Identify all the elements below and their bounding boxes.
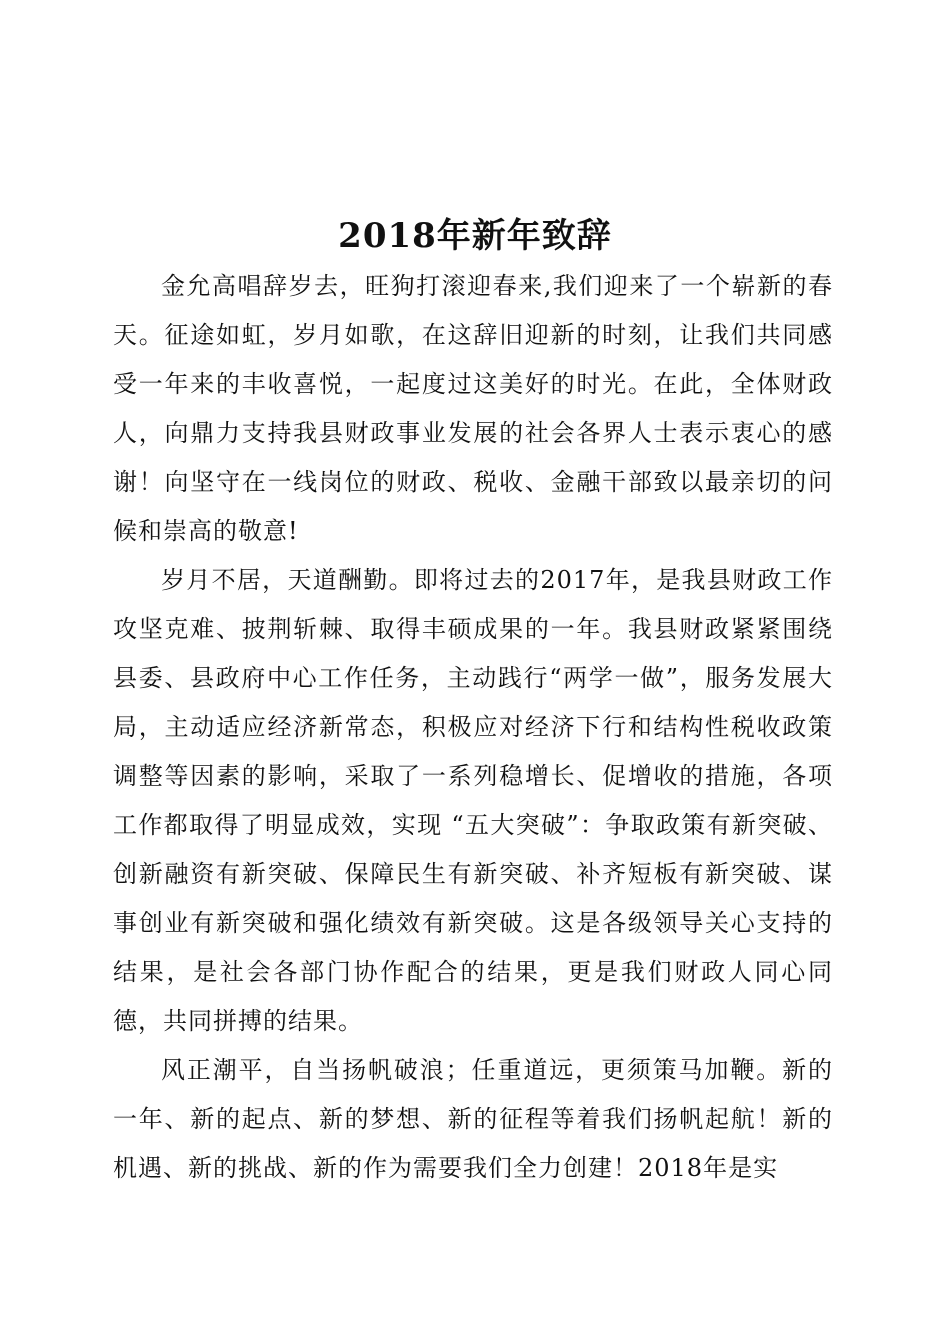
- paragraph-2: 岁月不居，天道酬勤。即将过去的2017年，是我县财政工作攻坚克难、披荆斩棘、取得丰硕成果的一年。我县财政紧紧围绕县委、县政府中心工作任务，主动践行“两学一做”，服务发展大局，主动适应经济新常态，积极应对经济下行和结构性税收政策调整等因素的影响，采取了一系列稳增长、促增收的措施，各项工作都取得了明显成效，实现 “五大突破”：争取政策有新突破、创新融资有新突破、保障民生有新突破、补齐短板有新突破、谋事创业有新突破和强化绩效有新突破。这是各级领导关心支持的结果，是社会各部门协作配合的结果，更是我们财政人同心同德，共同拼搏的结果。: [113, 566, 833, 1035]
- document-body: [113, 262, 833, 1193]
- paragraph-1: 金允高唱辞岁去，旺狗打滚迎春来,我们迎来了一个崭新的春天。征途如虹，岁月如歌，在这辞旧迎新的时刻，让我们共同感受一年来的丰收喜悦，一起度过这美好的时光。在此，全体财政人，向鼎力支持我县财政事业发展的社会各界人士表示衷心的感谢！向坚守在一线岗位的财政、税收、金融干部致以最亲切的问候和崇高的敬意!: [113, 272, 833, 545]
- document-title: 2018年新年致辞: [338, 215, 612, 256]
- paragraph-3: 风正潮平，自当扬帆破浪；任重道远，更须策马加鞭。新的一年、新的起点、新的梦想、新的征程等着我们扬帆起航！新的机遇、新的挑战、新的作为需要我们全力创建！2018年是实: [113, 1056, 833, 1182]
